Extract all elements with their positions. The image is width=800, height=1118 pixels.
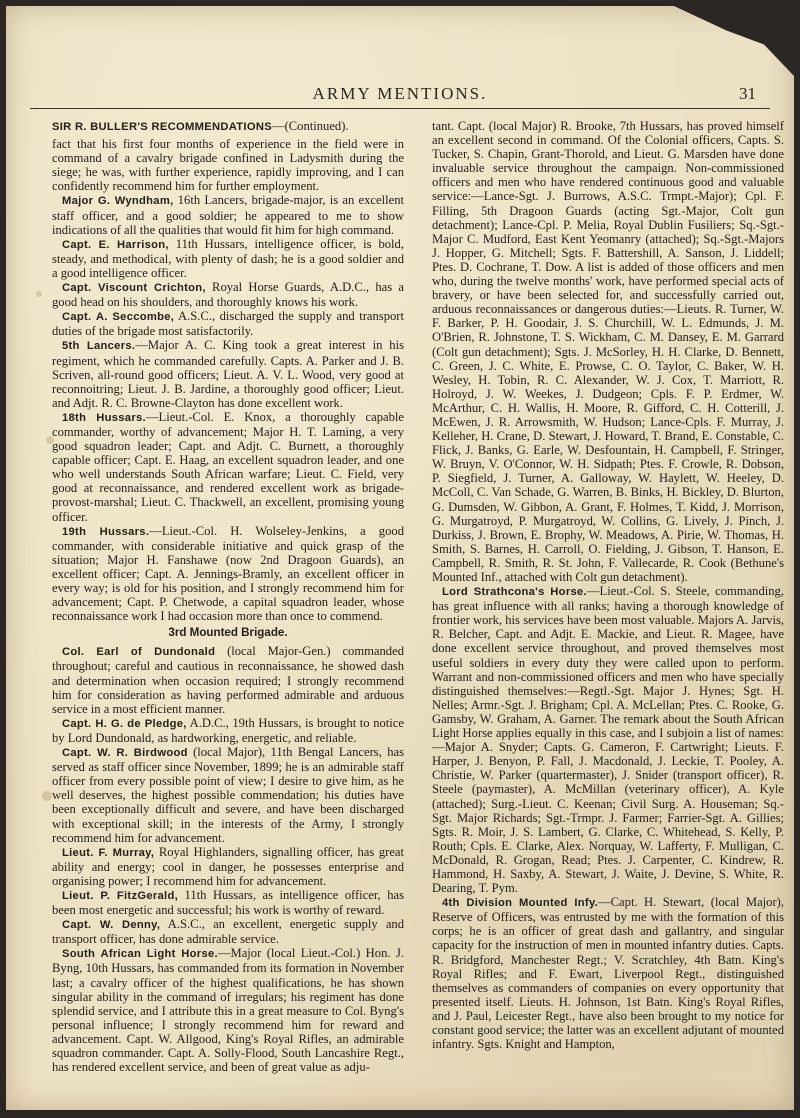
entry-paragraph (52, 716, 404, 745)
entry-paragraph (52, 524, 404, 624)
entry-text: A.S.C., discharged the supply and transport duties of the brigade most satisfactorily. (52, 309, 404, 339)
section-heading: 3rd Mounted Brigade. (168, 626, 288, 640)
entry-text: —Lieut.-Col. E. Knox, a thoroughly capable commander, worthy of advancement; Major H. T. Laming, a very good squadron leader; Capt. and Adjt. C. Burnett, a thoroughly capable officer; Capt. E. Haag, an excellent squadron leader, and one who well understands South African warfare; Lieut. C. Field, very good at reconnaissance, and rendered excellent work as brigade-provost-marshal; Lieut. C. Thackwell, an excellent, promising young officer. (52, 409, 404, 524)
page-number: 31 (739, 84, 756, 103)
running-head (30, 82, 770, 109)
entry-text: Royal Highlanders, signalling officer, has great ability and energy; cool in danger, he possesses enterprise and organising power; I recommend him for advancement. (52, 844, 405, 888)
entry-text: —Lieut.-Col. H. Wolseley-Jenkins, a good commander, with considerable initiative and quick grasp of the situation; Major H. Fanshawe (now 2nd Dragoon Guards), an excellent officer; Capt. A. Jennings-Bramly, an excellent officer in every way; is old for his position, and I strongly recommend him for advancement; Capt. P. Chetwode, a capital squadron leader, whose reconnaissance work I had occasion more than once to commend. (52, 523, 404, 624)
entry-name: Capt. H. G. de Pledge, (62, 717, 187, 730)
entry-text: (local Major), 11th Bengal Lancers, has served as staff officer since November, 1899; he is an admirable staff officer from every possible point of view; I desire to give him, as he well deserves, the highest possible commendation; his duties have been exceptionally difficult and severe, and have been discharged with exceptional skill; in the interests of the Army, I strongly recommend him for advancement. (52, 745, 404, 845)
entry-text: A.D.C., 19th Hussars, is brought to notice by Lord Dundonald, as hardworking, energetic, and reliable. (52, 715, 404, 745)
entry-name: Lieut. P. FitzGerald, (62, 889, 179, 902)
entry-name: 4th Division Mounted Infy. (442, 897, 599, 910)
paper-stain (42, 791, 52, 801)
entry-paragraph (52, 745, 404, 845)
entry-name: South African Light Horse. (62, 948, 218, 961)
entry-paragraph (52, 193, 404, 236)
document-page (6, 6, 794, 1110)
entry-name: Lord Strathcona's Horse. (442, 586, 587, 599)
page-title: ARMY MENTIONS. (312, 84, 488, 103)
heading-text: SIR R. BULLER'S RECOMMENDATIONS (52, 121, 272, 133)
entry-name: 18th Hussars. (62, 411, 146, 424)
entry-list (432, 584, 784, 1051)
continued-heading (52, 119, 404, 134)
continuation-paragraph: tant. Capt. (local Major) R. Brooke, 7th Hussars, has proved himself an excellent second in command. Of the Colonial officers, Capts. S. Tucker, S. Chapin, Grant-Thorold, and Lieut. G. Marsden have done invaluable service throughout the campaign. Non-commissioned officers and men who have rendered continuous good and valuable service:—Lance-Sgt. J. Burrows, A.S.C. Trmpt.-Major); Cpl. F. Filling, 5th Dragoon Guards (acting Sgt.-Major, Colt gun detachment); Lance-Cpl. P. Melia, Royal Dublin Fusiliers; Sq.-Sgt.-Major C. Mudford, East Kent Yeomanry (attached); Sq.-Sgt.-Majors J. Hopper, G. Mitchell; Sgts. F. Battershill, A. Sanson, J. Liddell; Ptes. D. Cochrane, T. Dow. A list is added of those officers and men who, during the twelve months' work, have performed special acts of bravery, or have been selected for, and successfully carried out, arduous reconnaissances or dangerous duties:—Lieuts. R. Turner, W. F. Barker, P. H. Goodair, J. S. Churchill, W. L. Edmunds, J. M. O'Brien, R. Johnstone, T. S. Wickham, C. M. Dansey, E. M. Garrard (Colt gun detachment); Sgts. J. McSorley, H. H. Clarke, D. Bennett, C. Green, J. C. White, E. Prowse, C. O. Taylor, C. Baker, W. H. Wesley, H. Tobin, R. C. Alexander, W. J. Cox, T. Marriott, R. Holroyd, J. W. Weekes, J. Dudgeon; Cpls. F. P. Erdmer, W. McArthur, C. H. Wallis, H. Moore, R. Gifford, C. H. Cotterill, J. McEwen, J. R. Arrowsmith, W. Hudson; Lance-Cpls. F. Murray, J. Kelleher, H. Crane, D. Stewart, J. Howard, T. Brand, E. Constable, C. Flick, J. Banks, G. Earle, W. Desfountain, H. Campbell, F. Stringer, W. Bruyn, V. O'Connor, W. H. Sidpath; Ptes. F. Crowle, R. Dobson, P. Siegfield, J. Turner, A. Galloway, W. Haylett, W. Heeley, D. McColl, C. Van Schade, G. Warren, B. Binks, H. Bickley, D. Blurton, G. Dumsden, W. Gibbon, A. Grant, F. Holmes, T. Kidd, J. Morrison, G. Murgatroyd, P. Murgatroyd, W. Collins, G. Lively, J. Pinch, J. Durkiss, J. Brown, E. Brophy, W. Meadows, A. Pirie, W. Thomas, H. Smith, S. Barnes, H. Carroll, O. Fielding, J. Gibson, T. Hanson, E. Campbell, R. Smith, R. St. John, F. Vallecarde, R. Cook (Bethune's Mounted Inf., attached with Colt gun detachment). (432, 119, 784, 584)
entry-paragraph (52, 946, 404, 1074)
entry-paragraph (52, 845, 404, 888)
right-column (432, 119, 784, 1051)
heading-suffix: —(Continued). (271, 119, 349, 133)
entry-paragraph (52, 888, 404, 917)
entry-text: 11th Hussars, as intelligence officer, has been most energetic and successful; his work is worthy of reward. (52, 887, 404, 918)
entry-paragraph (52, 917, 404, 946)
entry-name: 5th Lancers. (62, 340, 136, 353)
entry-text: —Major A. C. King took a great interest in his regiment, which he commanded carefully. Capts. A. Parker and J. B. Scriven, all-round good officers; Lieut. A. V. L. Wood, very good at reconnoitring; Lieut. J. B. Jardine, a thoroughly good officer; Lieut. and Adjt. R. C. Browne-Clayton has done excellent work. (52, 338, 404, 410)
entry-paragraph (432, 584, 784, 895)
entry-text: —Lieut.-Col. S. Steele, commanding, has great influence with all ranks; having a thorough knowledge of frontier work, his services have been most valuable. Majors A. Jarvis, R. Belcher, Capt. and Adjt. E. Mackie, and Lieut. R. Magee, have done excellent service throughout, and proved themselves most useful soldiers in every duty they were called upon to perform. Warrant and non-commissioned officers and men who have specially distinguished themselves:—Regtl.-Sgt. Major J. Hynes; Sgt. H. Nelles; Armr.-Sgt. J. Brigham; Cpl. A. McLellan; Ptes. C. Rooke, G. Gamsby, W. Graham, A. Garner. The remark about the South African Light Horse applies equally in this case, and I subjoin a list of names:—Major A. Snyder; Capts. G. Cameron, F. Cartwright; Lieuts. F. Harper, J. Benyon, P. Fall, J. Macdonald, J. Leckie, T. Pooley, A. Christie, W. Parker (quartermaster), J. Snider (transport officer), R. Steele (paymaster), A. McMillan (veterinary officer), A. Kyle (attached); Surg.-Lieut. C. Keenan; Civil Surg. A. Houseman; Sq.-Sgt. Major Richards; Sgt.-Trmpr. J. Farmer; Farrier-Sgt. A. Gillies; Sgts. R. Moir, J. S. Lambert, G. Clarke, C. Whitehead, S. Kelly, P. Routh; Cpls. E. Clarke, Alex. Norquay, W. Lafferty, F. Mulligan, C. McDonald, R. Grogan, Read; Ptes. J. Carpenter, C. Kindrew, R. Hammond, H. Saxby, A. Stewart, J. Waite, J. Devine, S. White, R. Dearing, T. Pym. (432, 584, 784, 896)
entry-name: Capt. W. R. Birdwood (62, 747, 188, 760)
entry-paragraph (52, 309, 404, 338)
entry-name: Lieut. F. Murray, (62, 846, 155, 859)
torn-corner (644, 6, 794, 76)
entry-name: Col. Earl of Dundonald (62, 646, 216, 659)
entry-paragraph (52, 338, 404, 409)
entry-name: Capt. Viscount Crichton, (62, 282, 206, 295)
entry-name: 19th Hussars. (62, 525, 150, 538)
entry-list (52, 193, 404, 623)
entry-text: 11th Hussars, intelligence officer, is bold, steady, and methodical, with plenty of dash; he is a good soldier and a good intelligence officer. (52, 236, 404, 280)
entry-text: Royal Horse Guards, A.D.C., has a good head on his shoulders, and thoroughly knows his work. (52, 280, 404, 310)
entry-text: —Capt. H. Stewart, (local Major), Reserve of Officers, was entrusted by me with the formation of this corps; he is an officer of great dash and gallantry, and singular capacity for the instruction of men in mounted infantry duties. Capts. R. Bridgford, Manchester Regt.; V. Scratchley, 4th Batn. King's Royal Rifles; and F. Ewart, Liverpool Regt., distinguished themselves as commanders of companies on every opportunity that presented itself. Lieuts. H. Johnson, 1st Batn. King's Royal Rifles, and J. Paul, Leicester Regt., have also been brought to my notice for constant good service; the latter was an excellent adjutant of mounted infantry. Sgts. Knight and Hampton, (432, 895, 784, 1052)
entry-paragraph (52, 280, 404, 309)
entry-name: Major G. Wyndham, (62, 195, 174, 208)
entry-paragraph (432, 895, 784, 1051)
entry-text: —Major (local Lieut.-Col.) Hon. J. Byng, 10th Hussars, has commanded from its formation in November last; a cavalry officer of the highest qualifications, he has shown singular ability in the command of irregulars; his regiment has done splendid service, and I attribute this in a great measure to Col. Byng's personal influence; I strongly recommend him for reward and advancement. Capt. W. Allgood, King's Royal Rifles, an admirable squadron commander. Capt. A. Solly-Flood, South Lancashire Regt., has rendered excellent service, and been of great value as adju- (52, 946, 404, 1075)
entry-name: Capt. W. Denny, (62, 919, 161, 932)
left-column (52, 119, 404, 1074)
entry-name: Capt. E. Harrison, (62, 238, 169, 251)
entry-text: 16th Lancers, brigade-major, is an excellent staff officer, and a good soldier; he appeared to me to show indications of all the qualities that would fit him for high command. (52, 193, 404, 237)
entry-paragraph (52, 410, 404, 524)
paper-stain (36, 291, 42, 297)
intro-paragraph: fact that his first four months of experience in the field were in command of a cavalry brigade confined in Ladysmith during the siege; he was, with further experience, rapidly improving, and I can confidently recommend him for further employment. (52, 137, 404, 194)
entry-text: A.S.C., an excellent, energetic supply and transport officer, has done admirable service. (52, 917, 405, 947)
entry-paragraph (52, 644, 404, 715)
entry-list (52, 644, 404, 1074)
entry-name: Capt. A. Seccombe, (62, 311, 175, 324)
entry-text: (local Major-Gen.) commanded throughout; careful and cautious in reconnaissance, he showed dash and determination when occasion required; I strongly recommend him for consideration as having performed admirable and arduous service in a most efficient manner. (52, 644, 404, 716)
entry-paragraph (52, 237, 404, 280)
